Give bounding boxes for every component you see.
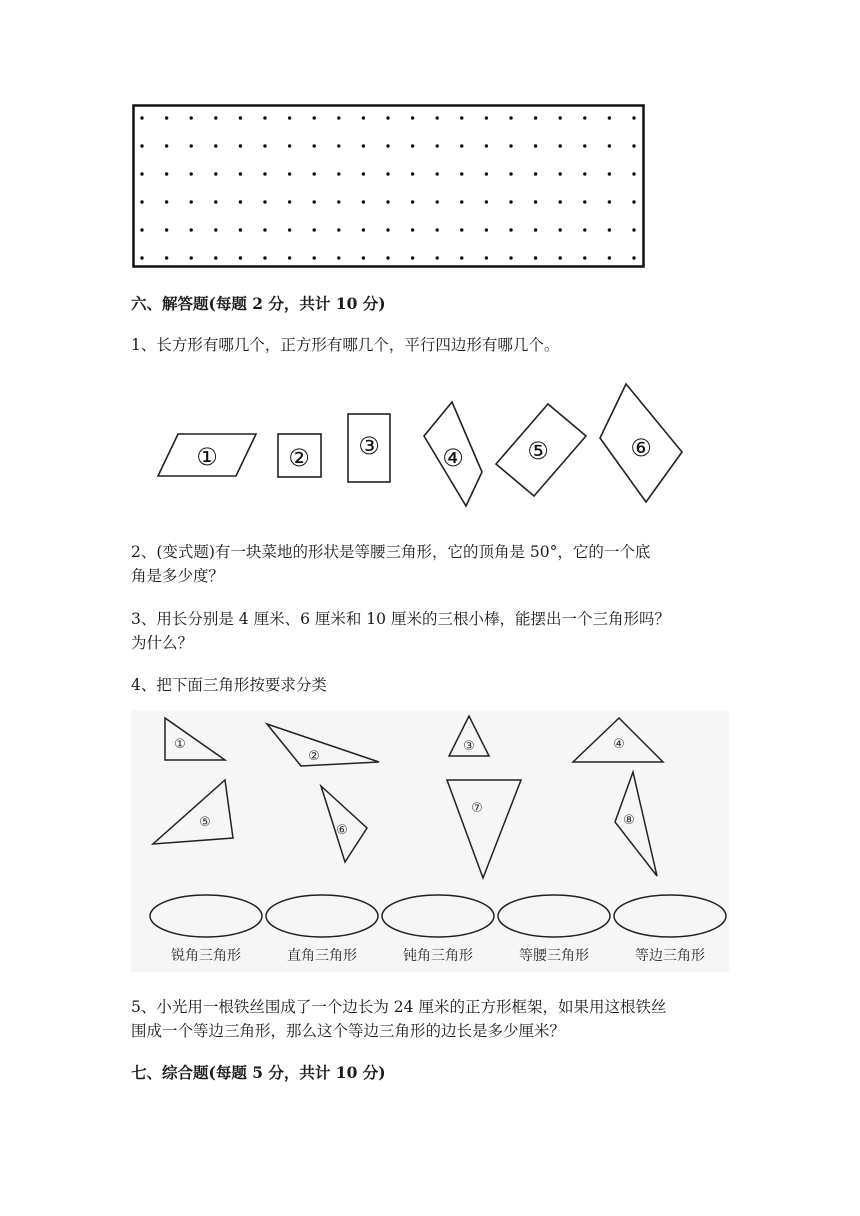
shape-2-label: ② — [288, 444, 310, 472]
question-5-line-2: 围成一个等边三角形，那么这个等边三角形的边长是多少厘米？ — [131, 1022, 566, 1040]
triangle-8-label: ⑧ — [623, 813, 635, 828]
grid-dot — [263, 256, 266, 259]
grid-dot — [263, 200, 266, 203]
grid-dot — [165, 200, 168, 203]
grid-dot — [460, 172, 463, 175]
grid-dot — [239, 144, 242, 147]
grid-dot — [190, 172, 193, 175]
grid-dot — [509, 172, 512, 175]
grid-dot — [534, 116, 537, 119]
question-2-line-2: 角是多少度？ — [131, 567, 225, 585]
grid-dot — [165, 116, 168, 119]
grid-dot — [386, 200, 389, 203]
grid-dot — [411, 200, 414, 203]
grid-dot — [140, 144, 143, 147]
grid-dot — [214, 172, 217, 175]
grid-dot — [632, 228, 635, 231]
grid-dot — [214, 256, 217, 259]
grid-dot — [485, 172, 488, 175]
grid-dot — [485, 228, 488, 231]
grid-dot — [534, 200, 537, 203]
grid-dot — [608, 228, 611, 231]
grid-dot — [632, 172, 635, 175]
category-label-5: 等边三角形 — [635, 948, 705, 964]
grid-dot — [509, 144, 512, 147]
grid-dot — [436, 256, 439, 259]
grid-dot — [313, 256, 316, 259]
grid-dot — [509, 256, 512, 259]
grid-dot — [386, 172, 389, 175]
grid-dot — [485, 200, 488, 203]
q4-triangles-figure — [131, 710, 729, 972]
grid-dot — [386, 228, 389, 231]
triangle-3-label: ③ — [463, 739, 475, 754]
grid-dot — [509, 200, 512, 203]
grid-dot — [608, 116, 611, 119]
section-6-heading: 六、解答题(每题 2 分，共计 10 分) — [131, 294, 386, 313]
grid-dot — [313, 172, 316, 175]
question-5-line-1: 5、小光用一根铁丝围成了一个边长为 24 厘米的正方形框架，如果用这根铁丝 — [131, 998, 667, 1016]
question-2-line-1: 2、(变式题)有一块菜地的形状是等腰三角形，它的顶角是 50°，它的一个底 — [131, 543, 651, 561]
grid-dot — [190, 144, 193, 147]
grid-dot — [288, 116, 291, 119]
grid-dot — [583, 228, 586, 231]
grid-dot — [460, 228, 463, 231]
grid-dot — [411, 172, 414, 175]
grid-dot — [313, 200, 316, 203]
category-label-4: 等腰三角形 — [519, 948, 589, 964]
grid-dot — [288, 228, 291, 231]
grid-dot — [411, 144, 414, 147]
grid-dot — [263, 228, 266, 231]
grid-dot — [313, 228, 316, 231]
grid-dot — [632, 116, 635, 119]
grid-dot — [362, 116, 365, 119]
grid-dot — [608, 144, 611, 147]
grid-dot — [386, 116, 389, 119]
shape-4-label: ④ — [442, 444, 464, 472]
grid-dot — [337, 116, 340, 119]
grid-dot — [239, 228, 242, 231]
triangle-4-label: ④ — [613, 737, 625, 752]
grid-dot — [436, 116, 439, 119]
shape-1-label: ① — [196, 443, 218, 471]
grid-dot — [559, 144, 562, 147]
grid-dot — [608, 200, 611, 203]
grid-dot — [190, 228, 193, 231]
grid-dot — [583, 172, 586, 175]
grid-dot — [632, 256, 635, 259]
grid-dot — [559, 116, 562, 119]
grid-dot — [509, 228, 512, 231]
grid-dot — [140, 256, 143, 259]
grid-dot — [411, 116, 414, 119]
grid-dot — [386, 144, 389, 147]
grid-dot — [190, 200, 193, 203]
triangle-5-label: ⑤ — [199, 815, 211, 830]
grid-dot — [559, 228, 562, 231]
grid-dot — [140, 228, 143, 231]
grid-dot — [362, 144, 365, 147]
grid-dot — [165, 172, 168, 175]
dot-grid-dots — [140, 116, 635, 259]
grid-dot — [559, 172, 562, 175]
grid-dot — [608, 256, 611, 259]
grid-dot — [436, 172, 439, 175]
shape-5-label: ⑤ — [527, 437, 549, 465]
shape-6-label: ⑥ — [630, 434, 652, 462]
triangle-7-label: ⑦ — [471, 801, 483, 816]
grid-dot — [608, 172, 611, 175]
grid-dot — [534, 256, 537, 259]
grid-dot — [214, 200, 217, 203]
triangle-1-label: ① — [174, 737, 186, 752]
q1-shapes-figure — [150, 378, 690, 508]
grid-dot — [337, 144, 340, 147]
category-label-2: 直角三角形 — [287, 948, 357, 964]
grid-dot — [362, 228, 365, 231]
grid-dot — [239, 116, 242, 119]
grid-dot — [411, 228, 414, 231]
grid-dot — [559, 256, 562, 259]
grid-dot — [140, 116, 143, 119]
grid-dot — [313, 144, 316, 147]
grid-dot — [165, 228, 168, 231]
grid-dot — [632, 144, 635, 147]
grid-dot — [485, 116, 488, 119]
grid-dot — [460, 116, 463, 119]
grid-dot — [583, 200, 586, 203]
grid-dot — [288, 200, 291, 203]
grid-dot — [485, 256, 488, 259]
grid-dot — [140, 172, 143, 175]
grid-dot — [583, 256, 586, 259]
grid-dot — [534, 172, 537, 175]
grid-dot — [263, 144, 266, 147]
grid-dot — [362, 200, 365, 203]
section-7-heading: 七、综合题(每题 5 分，共计 10 分) — [131, 1063, 386, 1082]
grid-dot — [583, 144, 586, 147]
grid-dot — [288, 172, 291, 175]
grid-dot — [190, 256, 193, 259]
grid-dot — [165, 144, 168, 147]
question-4-text: 4、把下面三角形按要求分类 — [131, 676, 327, 694]
grid-dot — [632, 200, 635, 203]
shape-3-label: ③ — [358, 432, 380, 460]
grid-dot — [288, 144, 291, 147]
grid-dot — [436, 228, 439, 231]
grid-dot — [485, 144, 488, 147]
grid-dot — [534, 144, 537, 147]
triangle-2-label: ② — [308, 749, 320, 764]
grid-dot — [509, 116, 512, 119]
grid-dot — [140, 200, 143, 203]
grid-dot — [436, 200, 439, 203]
grid-dot — [313, 116, 316, 119]
grid-dot — [288, 256, 291, 259]
grid-dot — [214, 116, 217, 119]
question-3-line-2: 为什么？ — [131, 634, 194, 652]
question-1-text: 1、长方形有哪几个，正方形有哪几个，平行四边形有哪几个。 — [131, 336, 560, 354]
grid-dot — [460, 144, 463, 147]
grid-dot — [263, 172, 266, 175]
question-3-line-1: 3、用长分别是 4 厘米、6 厘米和 10 厘米的三根小棒，能摆出一个三角形吗？ — [131, 610, 670, 628]
grid-dot — [460, 200, 463, 203]
grid-dot — [239, 200, 242, 203]
grid-dot — [534, 228, 537, 231]
grid-dot — [337, 200, 340, 203]
grid-dot — [190, 116, 193, 119]
grid-dot — [411, 256, 414, 259]
grid-dot — [362, 172, 365, 175]
grid-dot — [214, 144, 217, 147]
grid-dot — [214, 228, 217, 231]
grid-dot — [337, 256, 340, 259]
grid-dot — [386, 256, 389, 259]
grid-dot — [263, 116, 266, 119]
grid-dot — [436, 144, 439, 147]
grid-dot — [559, 200, 562, 203]
grid-dot — [239, 256, 242, 259]
triangle-6-label: ⑥ — [336, 823, 348, 838]
grid-dot — [337, 172, 340, 175]
grid-dot — [239, 172, 242, 175]
grid-dot — [165, 256, 168, 259]
dot-grid — [132, 104, 646, 270]
category-label-3: 钝角三角形 — [403, 948, 473, 964]
grid-dot — [583, 116, 586, 119]
grid-dot — [460, 256, 463, 259]
grid-dot — [362, 256, 365, 259]
grid-dot — [337, 228, 340, 231]
category-label-1: 锐角三角形 — [171, 948, 241, 964]
